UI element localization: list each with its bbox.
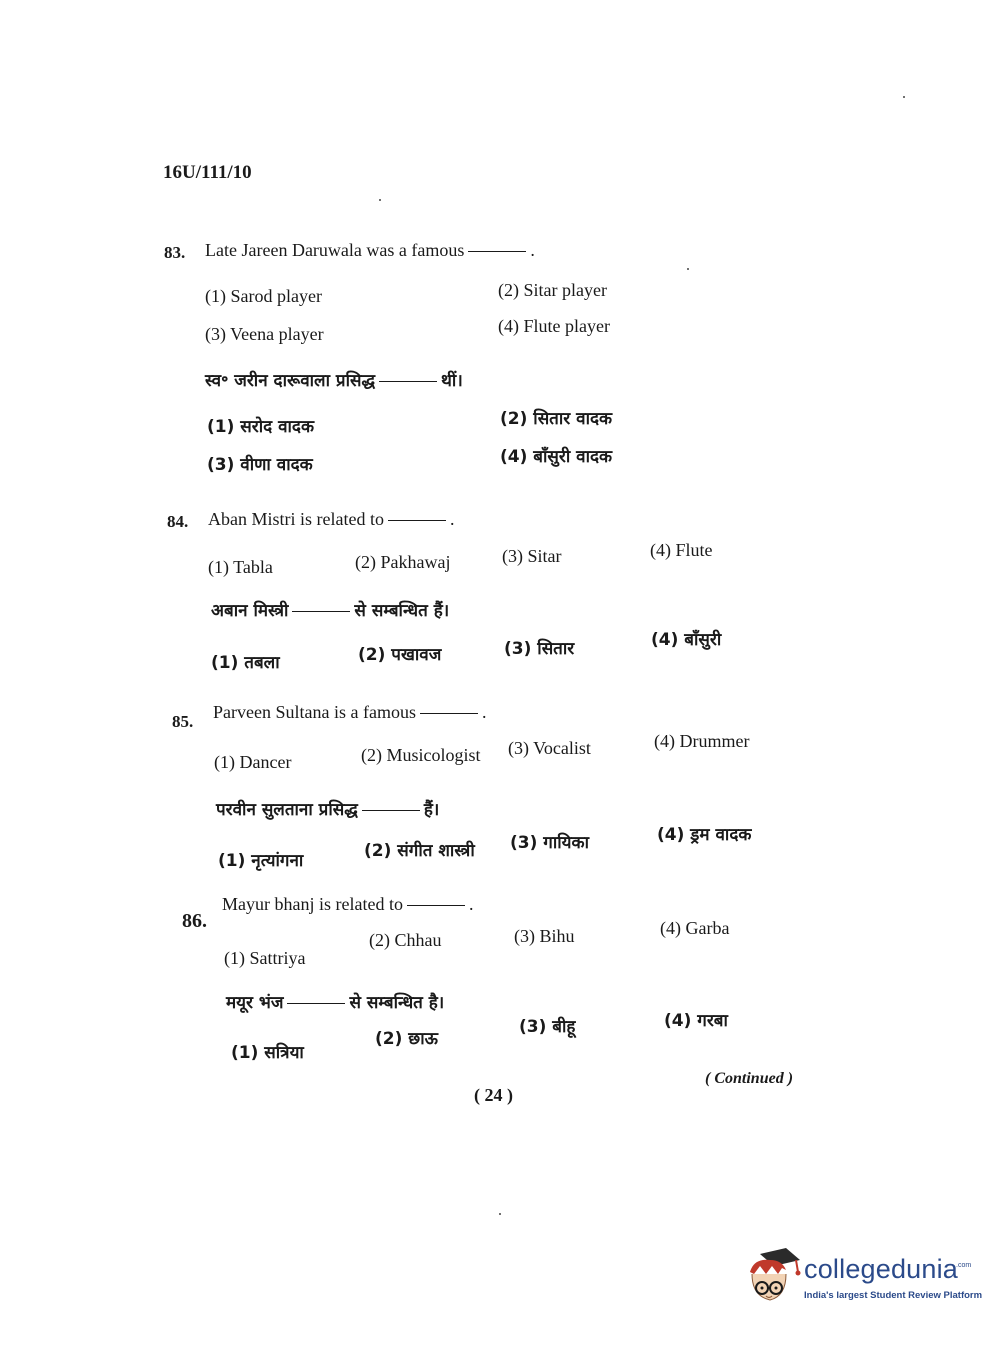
scan-speck (687, 268, 689, 270)
option-hi: (4) गरबा (664, 1011, 728, 1031)
option-hi: (4) ड्रम वादक (657, 825, 752, 845)
option-hi: (3) सितार (504, 639, 575, 659)
option-en: (4) Flute (650, 540, 713, 560)
option-en: (3) Bihu (514, 926, 575, 946)
brand-suffix: .com (956, 1262, 972, 1269)
option-en: (2) Musicologist (361, 745, 481, 765)
collegedunia-logo (742, 1248, 983, 1312)
question-text-en: Parveen Sultana is a famous . (213, 702, 487, 722)
question-number: 86. (182, 910, 207, 932)
brand-tagline: India's largest Student Review Platform (804, 1290, 983, 1301)
option-en: (2) Chhau (369, 930, 442, 950)
option-hi: (2) संगीत शास्त्री (364, 841, 475, 861)
option-hi: (1) तबला (211, 653, 280, 673)
option-hi: (1) नृत्यांगना (218, 851, 304, 871)
option-en: (4) Flute player (498, 316, 610, 336)
option-en: (1) Tabla (208, 557, 273, 577)
option-hi: (2) छाऊ (375, 1029, 438, 1049)
option-hi: (3) वीणा वादक (207, 455, 313, 475)
option-en: (4) Garba (660, 918, 730, 938)
question-text-hi: स्व॰ जरीन दारूवाला प्रसिद्ध थीं। (205, 371, 463, 391)
option-en: (1) Dancer (214, 752, 292, 772)
option-en: (1) Sattriya (224, 948, 306, 968)
question-number: 83. (164, 243, 186, 262)
option-en: (3) Veena player (205, 324, 324, 344)
scan-speck (903, 96, 905, 98)
option-en: (2) Pakhawaj (355, 552, 451, 572)
question-text-hi: परवीन सुलताना प्रसिद्ध हैं। (216, 800, 440, 820)
option-hi: (1) सरोद वादक (207, 417, 315, 437)
question-text-hi: मयूर भंज से सम्बन्धित है। (226, 993, 445, 1013)
option-hi: (1) सत्रिया (231, 1043, 304, 1063)
question-number: 84. (167, 512, 189, 531)
question-text-hi: अबान मिस्त्री से सम्बन्धित हैं। (211, 601, 450, 621)
question-number: 85. (172, 712, 194, 731)
option-hi: (4) बाँसुरी वादक (500, 447, 613, 467)
question-text-en: Aban Mistri is related to . (208, 509, 455, 529)
option-en: (4) Drummer (654, 731, 750, 751)
option-en: (3) Vocalist (508, 738, 591, 758)
mascot-icon (742, 1248, 802, 1312)
option-hi: (3) बीहू (519, 1017, 576, 1037)
question-text-en: Mayur bhanj is related to . (222, 894, 474, 914)
option-hi: (4) बाँसुरी (651, 630, 722, 650)
scan-speck (379, 199, 381, 201)
option-en: (1) Sarod player (205, 286, 322, 306)
question-text-en: Late Jareen Daruwala was a famous . (205, 240, 535, 260)
option-hi: (2) सितार वादक (500, 409, 613, 429)
option-hi: (2) पखावज (358, 645, 442, 665)
option-en: (2) Sitar player (498, 280, 607, 300)
brand-name: collegedunia (804, 1254, 959, 1284)
option-en: (3) Sitar (502, 546, 562, 566)
option-hi: (3) गायिका (510, 833, 589, 853)
page-number: ( 24 ) (474, 1085, 513, 1105)
continued-label: ( Continued ) (705, 1070, 794, 1087)
scan-speck (499, 1213, 501, 1215)
paper-code: 16U/111/10 (163, 162, 252, 183)
